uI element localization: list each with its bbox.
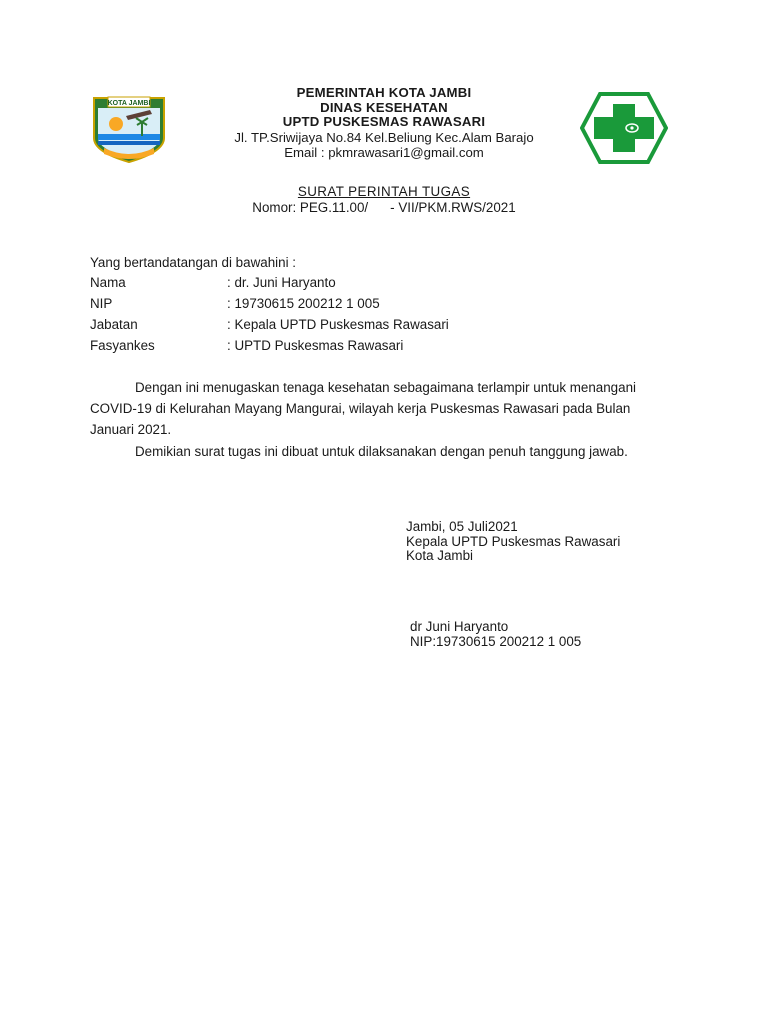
assignment-text: Dengan ini menugaskan tenaga kesehatan sebagaimana terlampir untuk menangani COVID-19 di Kelurahan Mayang Mangurai, wilayah kerja Puskesmas Rawasari pada Bulan Januari 2021. bbox=[90, 380, 636, 437]
field-value: : UPTD Puskesmas Rawasari bbox=[227, 338, 404, 353]
letterhead-address: Jl. TP.Sriwijaya No.84 Kel.Beliung Kec.Alam Barajo bbox=[234, 129, 534, 145]
field-label: Nama bbox=[90, 275, 126, 290]
letterhead-department: DINAS KESEHATAN bbox=[320, 99, 448, 115]
letterhead bbox=[196, 86, 572, 160]
signature-place-date: Jambi, 05 Juli2021 bbox=[406, 519, 518, 534]
field-value: : dr. Juni Haryanto bbox=[227, 275, 336, 290]
field-label: NIP bbox=[90, 296, 113, 311]
signer-name: dr Juni Haryanto bbox=[410, 619, 509, 634]
letterhead-unit: UPTD PUSKESMAS RAWASARI bbox=[282, 114, 486, 129]
letter-number-prefix: Nomor: PEG.11.00/ bbox=[252, 200, 369, 215]
field-value: : Kepala UPTD Puskesmas Rawasari bbox=[227, 317, 449, 332]
signature-position: Kepala UPTD Puskesmas Rawasari bbox=[406, 533, 621, 549]
signer-block bbox=[410, 619, 581, 649]
letterhead-email: Email : pkmrawasari1@gmail.com bbox=[284, 144, 484, 160]
field-label: Fasyankes bbox=[90, 338, 155, 353]
intro-text: Yang bertandatangan di bawahini : bbox=[90, 255, 296, 270]
svg-text:KOTA JAMBI: KOTA JAMBI bbox=[107, 100, 151, 107]
letterhead-government: PEMERINTAH KOTA JAMBI bbox=[296, 85, 472, 100]
puskesmas-cross-icon bbox=[580, 92, 668, 164]
assignment-paragraph bbox=[90, 377, 650, 440]
field-label: Jabatan bbox=[90, 317, 138, 332]
kota-jambi-emblem-icon bbox=[90, 94, 168, 164]
signer-nip: NIP:19730615 200212 1 005 bbox=[410, 634, 582, 649]
letter-number bbox=[0, 200, 768, 215]
letter-number-suffix: - VII/PKM.RWS/2021 bbox=[390, 200, 516, 215]
field-value: : 19730615 200212 1 005 bbox=[227, 296, 380, 311]
closing-text: Demikian surat tugas ini dibuat untuk dilaksanakan dengan penuh tanggung jawab. bbox=[135, 444, 628, 459]
signature-city: Kota Jambi bbox=[406, 548, 473, 563]
closing-paragraph bbox=[90, 441, 650, 462]
letter-title: SURAT PERINTAH TUGAS bbox=[297, 184, 471, 199]
signature-block bbox=[406, 520, 620, 564]
